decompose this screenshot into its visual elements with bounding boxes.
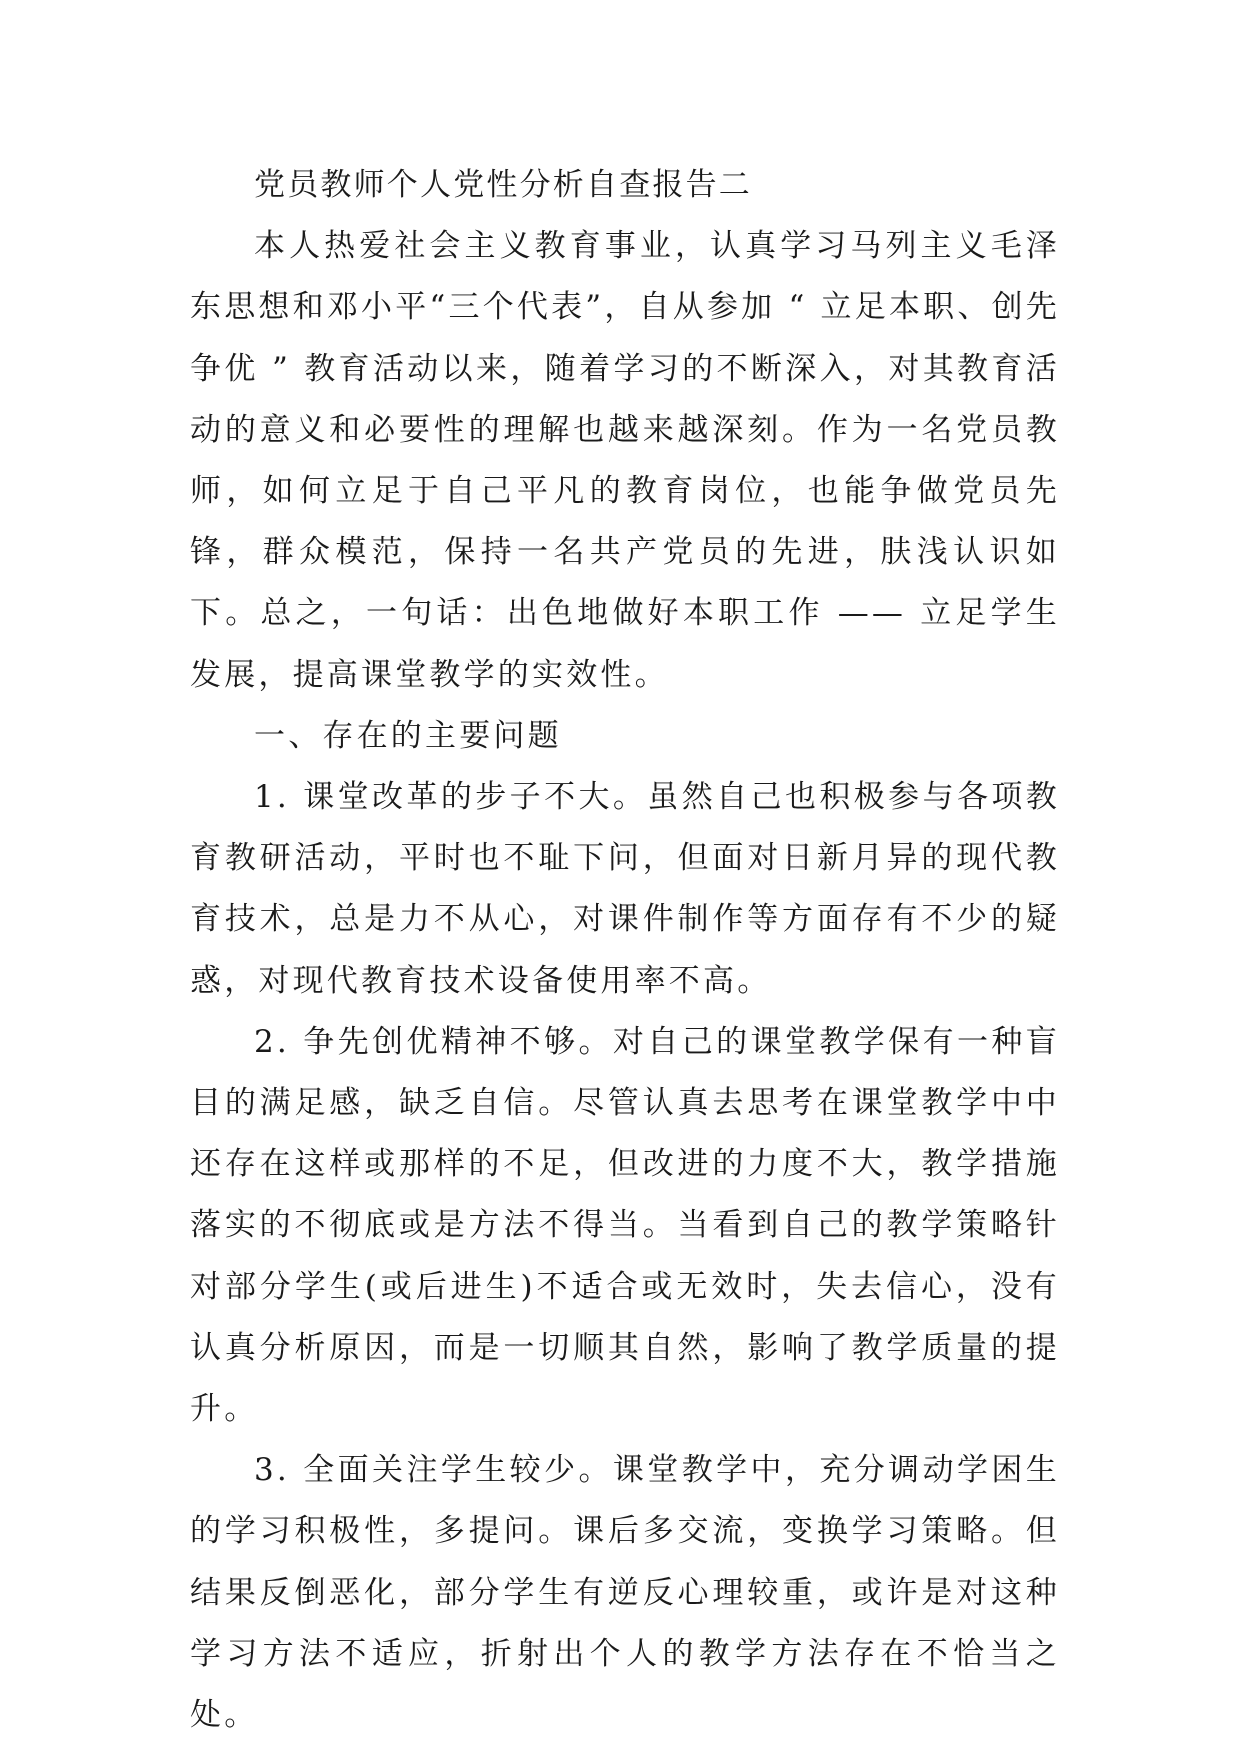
intro-paragraph: 本人热爱社会主义教育事业，认真学习马列主义毛泽东思想和邓小平“三个代表”，自从参加 “ 立足本职、创先争优 ” 教育活动以来，随着学习的不断深入，对其教育活动的意义和必要性的理解也越来越深刻。作为一名党员教师，如何立足于自己平凡的教育岗位，也能争做党员先锋，群众模范，保持一名共产党员的先进，肤浅认识如下。总之，一句话：出色地做好本职工作 —— 立足学生发展，提高课堂教学的实效性。 (190, 228, 1060, 693)
problem-item-3: 3. 全面关注学生较少。课堂教学中，充分调动学困生的学习积极性，多提问。课后多交流，变换学习策略。但结果反倒恶化，部分学生有逆反心理较重，或许是对这种学习方法不适应，折射出个人的教学方法存在不恰当之处。 (190, 1452, 1060, 1734)
section-heading: 一、存在的主要问题 (254, 717, 562, 754)
document-title: 党员教师个人党性分析自查报告二 (254, 167, 752, 203)
problem-item-2: 2. 争先创优精神不够。对自己的课堂教学保有一种盲目的满足感，缺乏自信。尽管认真去思考在课堂教学中中还存在这样或那样的不足，但改进的力度不大，教学措施落实的不彻底或是方法不得当。当看到自己的教学策略针对部分学生(或后进生)不适合或无效时，失去信心，没有认真分析原因，而是一切顺其自然，影响了教学质量的提升。 (190, 1023, 1060, 1428)
document-page (190, 155, 1060, 1746)
problem-item-1: 1. 课堂改革的步子不大。虽然自己也积极参与各项教育教研活动，平时也不耻下问，但面对日新月异的现代教育技术，总是力不从心，对课件制作等方面存有不少的疑惑，对现代教育技术设备使用率不高。 (190, 779, 1060, 999)
